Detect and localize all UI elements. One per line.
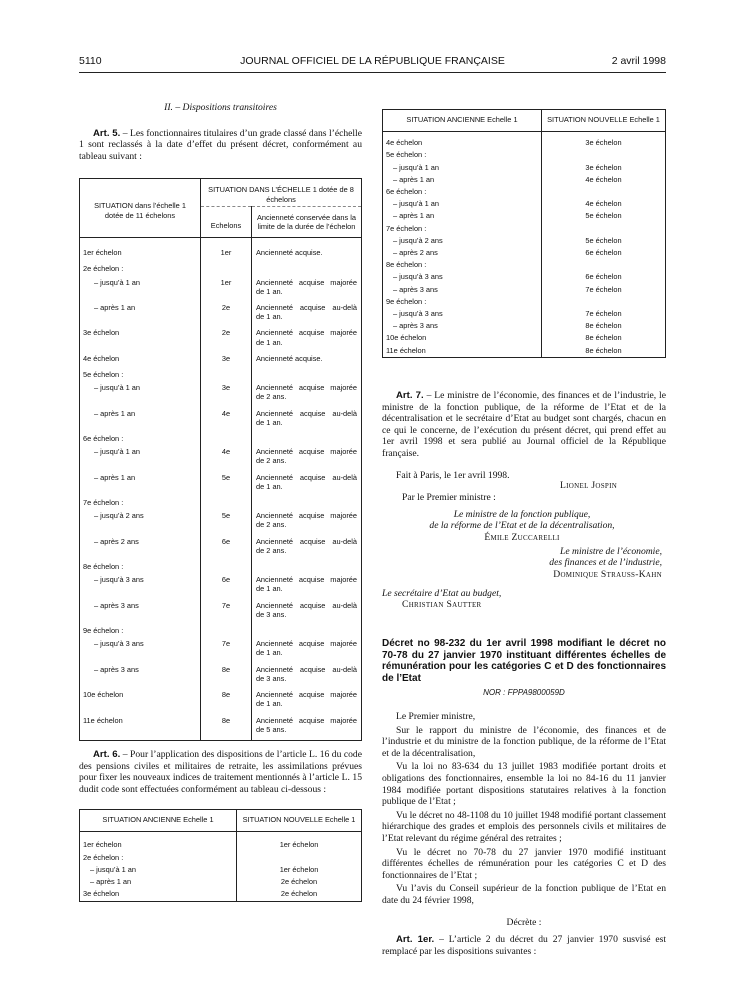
table-row — [383, 198, 666, 210]
table-row — [80, 277, 362, 302]
table-row — [80, 369, 362, 382]
cell-new-situation: 6e échelon — [585, 272, 622, 282]
cell-old-situation: 5e échelon : — [383, 149, 542, 161]
cell-echelon: 5e — [201, 472, 252, 497]
cell-echelon: 4e — [201, 446, 252, 471]
cell-old-situation: – après 2 ans — [80, 536, 201, 561]
article-7-label: Art. 7. — [396, 390, 424, 401]
cell-new-situation: 6e échelon — [585, 248, 622, 258]
cell-anciennete: Ancienneté acquise au-delà de 1 an. — [256, 408, 357, 427]
assimilation-table-part1 — [79, 809, 362, 901]
decree-para-loi: Vu la loi no 83-634 du 13 juillet 1983 modifiée portant droits et obligations des fonctionnaires, ensemble la loi no 84-16 du 11 janvier 1984 modifiée portant dispositions statutaires relatives à la fonction publique de l’Etat ; — [382, 761, 666, 808]
cell-anciennete: Ancienneté acquise au-delà de 2 ans. — [256, 536, 357, 555]
table-row — [383, 259, 666, 271]
table-row — [383, 296, 666, 308]
cell-old-situation: – jusqu’à 2 ans — [383, 235, 542, 247]
cell-new-situation — [542, 149, 666, 161]
cell-old-situation: 9e échelon : — [80, 625, 201, 638]
cell-old-situation: – jusqu’à 3 ans — [80, 574, 201, 599]
min-eco-name: Dominique Strauss-Kahn — [553, 569, 662, 580]
cell-old-situation: 6e échelon : — [383, 186, 542, 198]
article-5-text: – Les fonctionnaires titulaires d’un grade classé dans l’échelle 1 sont reclassés à la date d’effet du présent décret, conformément au tableau suivant : — [79, 127, 362, 162]
cell-old-situation: 1er échelon — [80, 832, 237, 852]
table-row — [383, 332, 666, 344]
cell-old-situation: 11e échelon — [80, 715, 201, 741]
decree-title: Décret no 98-232 du 1er avril 1998 modifiant le décret no 70-78 du 27 janvier 1970 instituant différentes échelles de rémunération pour les catégories C et D des fonctionnaires de l’Etat — [382, 638, 666, 684]
cell-old-situation: 7e échelon : — [80, 497, 201, 510]
table-row — [80, 864, 362, 876]
right-column — [382, 390, 666, 481]
table-row — [80, 536, 362, 561]
cell-old-situation: – après 1 an — [383, 210, 542, 222]
cell-new-situation: 5e échelon — [585, 211, 622, 221]
table-row — [383, 308, 666, 320]
table-row — [383, 320, 666, 332]
cell-old-situation: – jusqu’à 3 ans — [80, 638, 201, 663]
cell-old-situation: – jusqu’à 3 ans — [383, 271, 542, 283]
cell-echelon: 6e — [201, 536, 252, 561]
cell-anciennete: Ancienneté acquise. — [256, 248, 323, 258]
cell-old-situation: 8e échelon : — [80, 561, 201, 574]
min-fp-name: Émile Zuccarelli — [484, 532, 560, 543]
article-6 — [79, 749, 362, 795]
table-row — [383, 149, 666, 161]
article-1 — [382, 934, 666, 957]
min-eco-title-2: des finances et de l’industrie, — [549, 557, 662, 568]
article-7-text: – Le ministre de l’économie, des finances et de l’industrie, le ministre de la fonction publique, de la réforme de l’Etat et de la décentralisation et le secrétaire d’Etat au budget sont chargés, chacun en ce qui le concerne, de l’exécution du présent décret, qui prend effet au 1er avril 1998 et sera publié au Journal officiel de la République française. — [382, 390, 666, 459]
table-row — [80, 715, 362, 741]
cell-new-situation: 4e échelon — [585, 199, 622, 209]
sec-budget-name: Christian Sautter — [402, 599, 482, 610]
cell-old-situation: 1er échelon — [80, 238, 201, 264]
cell-old-situation: – après 3 ans — [383, 284, 542, 296]
cell-old-situation: 2e échelon : — [80, 852, 237, 864]
table-row — [80, 238, 362, 264]
table-row — [80, 832, 362, 852]
article-5-label: Art. 5. — [93, 127, 121, 139]
cell-anciennete: Ancienneté acquise majorée de 2 ans. — [256, 511, 357, 530]
cell-new-situation: 1er échelon — [279, 840, 319, 850]
col-header-old-situation: SITUATION dans l’échelle 1 dotée de 11 échelons — [80, 179, 201, 238]
cell-echelon: 2e — [201, 302, 252, 327]
table-row — [383, 247, 666, 259]
cell-new-situation — [542, 186, 666, 198]
cell-old-situation: 3e échelon — [80, 327, 201, 352]
decree-para-rapport: Sur le rapport du ministre de l’économie, des finances et de l’industrie et du ministre de la fonction publique, de la réforme de l’Etat et de la décentralisation, — [382, 724, 666, 759]
cell-anciennete: Ancienneté acquise majorée de 1 an. — [256, 277, 357, 296]
cell-echelon — [201, 625, 252, 638]
cell-new-situation — [542, 223, 666, 235]
cell-new-situation: 2e échelon — [280, 877, 318, 887]
cell-echelon: 3e — [201, 382, 252, 407]
col-header-anciennete: Ancienneté conservée dans la limite de la durée de l’échelon — [252, 206, 362, 237]
cell-anciennete — [252, 369, 362, 382]
table-row — [80, 433, 362, 446]
cell-new-situation: 8e échelon — [585, 333, 622, 343]
decree-para-avis: Vu l’avis du Conseil supérieur de la fonction publique de l’Etat en date du 24 février 1998, — [382, 883, 666, 906]
cell-echelon: 1er — [201, 277, 252, 302]
cell-anciennete: Ancienneté acquise majorée de 2 ans. — [256, 383, 357, 402]
cell-old-situation: – jusqu’à 1 an — [383, 162, 542, 174]
cell-old-situation: – après 3 ans — [80, 664, 201, 689]
table-row — [80, 446, 362, 471]
decree-body — [382, 711, 666, 957]
table-row — [80, 263, 362, 276]
par-premier-ministre: Par le Premier ministre : — [402, 492, 496, 503]
cell-anciennete: Ancienneté acquise au-delà de 3 ans. — [256, 664, 357, 683]
table-row — [383, 132, 666, 150]
issue-date: 2 avril 1998 — [611, 55, 666, 67]
min-eco-title-1: Le ministre de l’économie, — [560, 546, 662, 557]
table-row — [80, 561, 362, 574]
table-row — [383, 284, 666, 296]
cell-new-situation — [237, 852, 362, 864]
cell-new-situation: 1er échelon — [279, 864, 319, 874]
section-title: II. – Dispositions transitoires — [164, 102, 277, 113]
table-row — [80, 353, 362, 369]
cell-anciennete: Ancienneté acquise au-delà de 1 an. — [256, 472, 357, 491]
cell-anciennete: Ancienneté acquise au-delà de 3 ans. — [256, 600, 357, 619]
cell-echelon — [201, 561, 252, 574]
page-number: 5110 — [79, 55, 102, 67]
table-row — [383, 174, 666, 186]
col-header-new-situation: SITUATION DANS L’ÉCHELLE 1 dotée de 8 échelons — [201, 179, 362, 206]
cell-old-situation: 4e échelon — [80, 353, 201, 369]
cell-new-situation — [542, 259, 666, 271]
col-header-new: SITUATION NOUVELLE Echelle 1 — [542, 110, 666, 132]
cell-new-situation: 5e échelon — [585, 235, 622, 245]
article-1-label: Art. 1er. — [396, 934, 435, 946]
table-row — [80, 472, 362, 497]
left-column — [79, 102, 362, 902]
cell-old-situation: 3e échelon — [80, 888, 237, 901]
table-row — [383, 345, 666, 358]
cell-echelon: 3e — [201, 353, 252, 369]
cell-new-situation: 8e échelon — [585, 345, 622, 355]
cell-old-situation: – jusqu’à 1 an — [80, 277, 201, 302]
cell-old-situation: – jusqu’à 2 ans — [80, 510, 201, 535]
table-row — [383, 223, 666, 235]
table-row — [80, 888, 362, 901]
cell-old-situation: 6e échelon : — [80, 433, 201, 446]
table-row — [383, 210, 666, 222]
decree-decrete: Décrète : — [506, 916, 542, 928]
cell-echelon: 2e — [201, 327, 252, 352]
header-rule — [79, 72, 666, 73]
cell-old-situation: – après 1 an — [80, 472, 201, 497]
cell-old-situation: 8e échelon : — [383, 259, 542, 271]
cell-anciennete — [252, 497, 362, 510]
cell-anciennete — [252, 433, 362, 446]
article-7 — [382, 390, 666, 460]
cell-anciennete: Ancienneté acquise au-delà de 1 an. — [256, 303, 357, 322]
cell-echelon: 4e — [201, 408, 252, 433]
cell-anciennete — [252, 625, 362, 638]
cell-anciennete: Ancienneté acquise majorée de 1 an. — [256, 575, 357, 594]
cell-anciennete: Ancienneté acquise. — [256, 353, 323, 363]
cell-echelon: 8e — [201, 664, 252, 689]
fait-a-paris: Fait à Paris, le 1er avril 1998. — [396, 469, 510, 481]
decree-nor: NOR : FPPA9800059D — [483, 688, 565, 697]
reclassification-table — [79, 178, 362, 741]
cell-anciennete: Ancienneté acquise majorée de 5 ans. — [256, 715, 357, 734]
col-header-new: SITUATION NOUVELLE Echelle 1 — [237, 810, 362, 832]
table-row — [80, 638, 362, 663]
table-row — [80, 574, 362, 599]
cell-old-situation: 4e échelon — [383, 132, 542, 150]
cell-anciennete: Ancienneté acquise majorée de 1 an. — [256, 639, 357, 658]
table-row — [80, 382, 362, 407]
cell-old-situation: 10e échelon — [383, 332, 542, 344]
cell-echelon: 6e — [201, 574, 252, 599]
cell-new-situation — [542, 296, 666, 308]
cell-old-situation: – jusqu’à 1 an — [80, 446, 201, 471]
cell-old-situation: – après 1 an — [80, 408, 201, 433]
cell-new-situation: 8e échelon — [585, 321, 622, 331]
cell-echelon: 8e — [201, 715, 252, 741]
cell-old-situation: – jusqu’à 3 ans — [383, 308, 542, 320]
cell-old-situation: – après 3 ans — [383, 320, 542, 332]
cell-new-situation: 3e échelon — [585, 138, 622, 148]
table-row — [80, 497, 362, 510]
table-row — [383, 235, 666, 247]
cell-new-situation: 7e échelon — [585, 309, 622, 319]
min-fp-title-1: Le ministre de la fonction publique, — [453, 509, 591, 520]
col-header-old: SITUATION ANCIENNE Echelle 1 — [80, 810, 237, 832]
table-row — [383, 162, 666, 174]
cell-new-situation: 7e échelon — [585, 284, 622, 294]
cell-old-situation: – après 1 an — [80, 302, 201, 327]
cell-old-situation: – jusqu’à 1 an — [80, 864, 237, 876]
table-row — [80, 600, 362, 625]
col-header-echelons: Echelons — [201, 206, 252, 237]
cell-old-situation: 7e échelon : — [383, 223, 542, 235]
table-row — [80, 510, 362, 535]
cell-echelon: 1er — [201, 238, 252, 264]
decree-para-decret-1948: Vu le décret no 48-1108 du 10 juillet 1948 modifié portant classement hiérarchique des grades et emplois des personnels civils et militaires de l’Etat relevant du régime général des retraites ; — [382, 809, 666, 844]
cell-anciennete: Ancienneté acquise majorée de 1 an. — [256, 690, 357, 709]
sec-budget-title: Le secrétaire d’Etat au budget, — [382, 588, 502, 599]
table-row — [80, 664, 362, 689]
table-row — [383, 271, 666, 283]
cell-echelon: 8e — [201, 689, 252, 714]
cell-old-situation: – jusqu’à 1 an — [383, 198, 542, 210]
cell-echelon: 7e — [201, 638, 252, 663]
journal-title: JOURNAL OFFICIEL DE LA RÉPUBLIQUE FRANÇAISE — [240, 55, 505, 67]
page-header — [79, 55, 666, 69]
article-1-text: – L’article 2 du décret du 27 janvier 1970 susvisé est remplacé par les dispositions suivantes : — [382, 934, 667, 957]
table-row — [80, 327, 362, 352]
assimilation-table-part2 — [382, 109, 666, 358]
table-row — [80, 302, 362, 327]
cell-old-situation: 11e échelon — [383, 345, 542, 358]
cell-new-situation: 3e échelon — [585, 162, 622, 172]
cell-echelon — [201, 369, 252, 382]
table-row — [80, 625, 362, 638]
cell-anciennete: Ancienneté acquise majorée de 1 an. — [256, 328, 357, 347]
cell-old-situation: – après 1 an — [383, 174, 542, 186]
article-5 — [79, 128, 362, 163]
min-fp-title-2: de la réforme de l’Etat et de la décentralisation, — [429, 520, 615, 531]
article-6-label: Art. 6. — [93, 748, 121, 760]
cell-old-situation: 9e échelon : — [383, 296, 542, 308]
table-row — [80, 408, 362, 433]
cell-new-situation: 4e échelon — [585, 174, 622, 184]
pm-signature: Lionel Jospin — [560, 480, 618, 491]
table-row — [80, 876, 362, 888]
cell-echelon: 7e — [201, 600, 252, 625]
cell-anciennete — [252, 561, 362, 574]
cell-old-situation: – après 3 ans — [80, 600, 201, 625]
cell-anciennete: Ancienneté acquise majorée de 2 ans. — [256, 447, 357, 466]
cell-echelon — [201, 497, 252, 510]
table-row — [80, 689, 362, 714]
cell-anciennete — [252, 263, 362, 276]
cell-echelon — [201, 263, 252, 276]
table-row — [80, 852, 362, 864]
cell-old-situation: – jusqu’à 1 an — [80, 382, 201, 407]
col-header-old: SITUATION ANCIENNE Echelle 1 — [383, 110, 542, 132]
decree-para-decret-1970: Vu le décret no 70-78 du 27 janvier 1970 modifié instituant différentes échelles de rémunération pour les catégories C et D des fonctionnaires de l’Etat ; — [382, 846, 666, 881]
cell-old-situation: 2e échelon : — [80, 263, 201, 276]
cell-old-situation: – après 2 ans — [383, 247, 542, 259]
cell-old-situation: 5e échelon : — [80, 369, 201, 382]
cell-old-situation: – après 1 an — [80, 876, 237, 888]
cell-echelon — [201, 433, 252, 446]
cell-echelon: 5e — [201, 510, 252, 535]
cell-old-situation: 10e échelon — [80, 689, 201, 714]
decree-premier-ministre: Le Premier ministre, — [396, 711, 476, 722]
article-6-text: – Pour l’application des dispositions de l’article L. 16 du code des pensions civiles et militaires de retraite, les assimilations prévues pour fixer les nouveaux indices de traitement mentionnés à l’article L. 15 dudit code sont effectuées conformément au tableau ci-dessous : — [79, 748, 362, 795]
cell-new-situation: 2e échelon — [280, 889, 318, 899]
table-row — [383, 186, 666, 198]
